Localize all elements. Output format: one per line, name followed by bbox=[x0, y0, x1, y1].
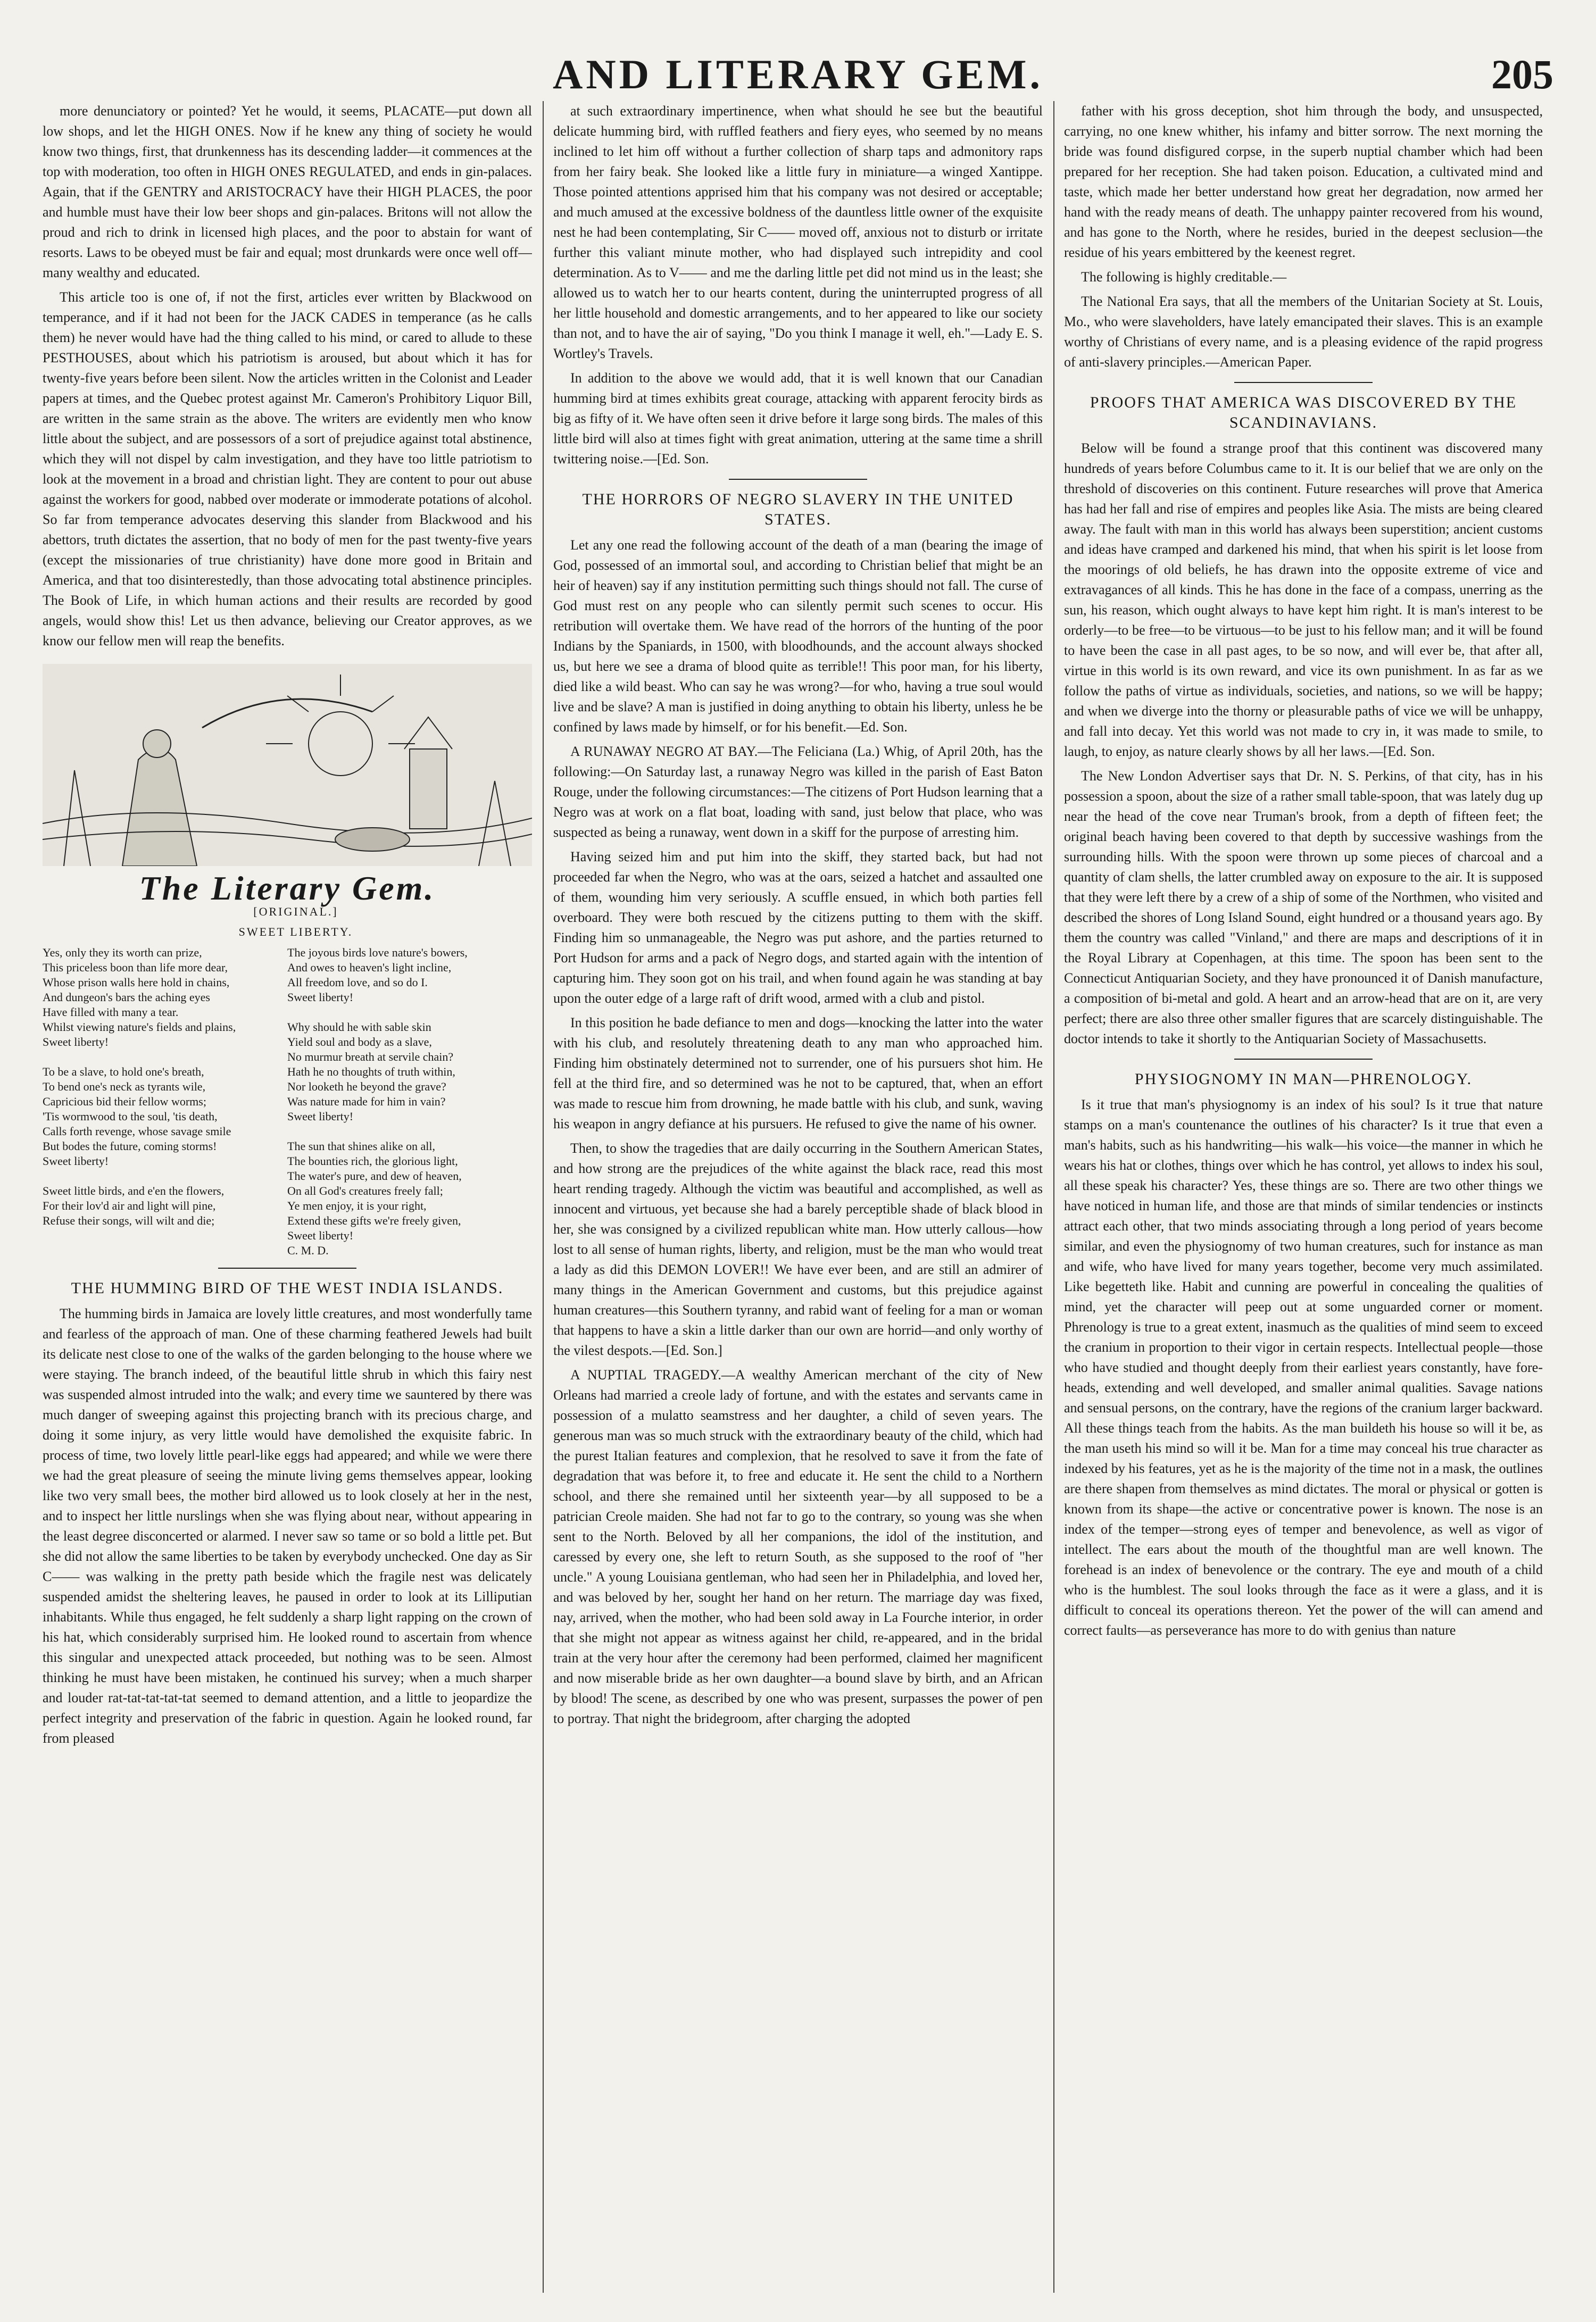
section-divider bbox=[1234, 382, 1373, 383]
section-divider bbox=[1234, 1059, 1373, 1060]
poem bbox=[43, 945, 532, 1258]
paragraph: father with his gross deception, shot him through the body, and unsuspected, carrying, no one knew whither, his infamy and bitter sorrow. The next morning the bride was found disfigured corpse, in the superb nuptial chamber which had been prepared for her reception. She had taken poison. Education, a cultivated mind and taste, which made her better understand how great her degradation, now armed her hand with the ready means of death. The unhappy painter recovered from his wound, and has gone to the North, where he resides, buried in the deepest seclusion—the residue of his years embittered by the keenest regret. bbox=[1064, 103, 1543, 260]
column-2 bbox=[553, 101, 1043, 1733]
paragraph: Is it true that man's physiognomy is an index of his soul? Is it true that nature stamps on a man's countenance the outlines of his character? Is it true that even a man's habits, such as his handwriting—his walk—his voice—the manner in which he wears his hat or clothes, things over which he has control, yet allows to index his soul, all these speak his character? Yes, these things are so. There are two other things we have noticed in human life, and those are that minds of similar tendencies or instincts attract each other, that two minds associating through a long period of years become similar, and even the physiognomy of two human creatures, such for instance as man and wife, who have lived for many years together, become very much assimilated. Like begetteth like. Habit and cunning are powerful in concealing the qualities of mind, yet the character will peep out at some unguarded corner or moment. Phrenology is true to a great extent, inasmuch as the qualities of mind seem to exceed the cranium in proportion to their vigor in certain respects. Intellectual people—those who have studied and thought deeply from their earliest years constantly, have fore-heads, extending and well developed, and smaller animal qualities. Savage nations and sensual persons, on the contrary, have the regions of the cranium larger backward. All these things teach from the habits. As the man buildeth his house so will it be, as the man useth his mind so will it be. Man for a time may conceal his true character as indexed by his features, yet as he is the majority of the time not in a mask, the outlines are there shapen from themselves as mind dictates. The moral or physical or gotten is known from its shape—the active or concentrative power is known. The nose is an index of the temper—strong eyes of temper and benevolence, as well as vigor of intellect. The ears about the mouth of the thoughtful man are well known. The forehead is an index of benevolence or the contrary. The eye and mouth of a child who is the humblest. The soul looks through the face as it were a glass, and it is difficult to conceal its operations thereon. Yet the power of the will can amend and correct faults—as perseverance has more to do with genius than nature bbox=[1064, 1097, 1543, 1638]
paragraph: Having seized him and put him into the skiff, they started back, but had not proceeded far when the Negro, who was at the oars, seized a hatchet and assaulted one of them, wounding him very seriously. A scuffle ensued, in which both parties fell overboard. They were both rescued by the citizens putting to them with the skiff. Finding him so unmanageable, the Negro was put ashore, and the parties returned to Port Hudson for arms and a pack of Negro dogs, and started again with the intention of capturing him. They soon got on his trail, and when found again he was standing at bay upon the outer edge of a large raft of drift wood, armed with a club and pistol. bbox=[553, 849, 1043, 1006]
paragraph: The following is highly creditable.— bbox=[1081, 269, 1287, 285]
paragraph: A RUNAWAY NEGRO AT BAY.—The Feliciana (La.) Whig, of April 20th, has the following:—On Saturday last, a runaway Negro was killed in the parish of East Baton Rouge, under the following circumstances:—The citizens of Port Hudson learning that a Negro was at work on a flat boat, loading with sand, just below that place, who was suspected as being a runaway, went down in a skiff for the purpose of arresting him. bbox=[553, 744, 1043, 840]
poem-column-right: The joyous birds love nature's bowers, And owes to heaven's light incline, All freedom love, and so do I. Sweet liberty! Why should he with sable skin Yield soul and body as a slave, No murmur breath at servile chain? Hath he no thoughts of truth within, Nor looketh he beyond the grave? Was nature made for him in vain? Sweet liberty! The sun that shines alike on all, The bounties rich, the glorious light, The water's pure, and dew of heaven, On all God's creatures freely fall; Ye men enjoy, it is your right, Extend these gifts we're freely given, Sweet liberty! C. M. D. bbox=[287, 946, 468, 1257]
paragraph: Then, to show the tragedies that are daily occurring in the Southern American States, and how strong are the prejudices of the white against the black race, read this most heart rending tragedy. Although the victim was beautiful and accomplished, as well as innocent and virtuous, yet because she had a barely perceptible shade of black blood in her, she was consigned by a civilized republican white man. How utterly callous—how lost to all sense of human rights, liberty, and religion, must be the man who would treat a lady as did this DEMON LOVER!! We have ever been, and are still an admirer of many things in the American Government and customs, but this prejudice against human creatures—this Southern tyranny, and rabid want of feeling for a man or woman that happens to have a skin a little darker than our own are horrid—and only worthy of the vilest despots.—[Ed. Son.] bbox=[553, 1141, 1043, 1358]
section-divider bbox=[729, 479, 867, 480]
article-heading: PROOFS THAT AMERICA WAS DISCOVERED BY THE SCANDINAVIANS. bbox=[1090, 394, 1517, 431]
paragraph: The National Era says, that all the members of the Unitarian Society at St. Louis, Mo., who were slaveholders, have lately emancipated their slaves. This is an example worthy of Christians of every name, and is a pleasing evidence of the rapid progress of anti-slavery principles.—American Paper. bbox=[1064, 294, 1543, 370]
paragraph: A NUPTIAL TRAGEDY.—A wealthy American merchant of the city of New Orleans had married a creole lady of fortune, and with the estates and servants came in possession of a mulatto seamstress and her daughter, a child of seven years. The generous man was so much struck with the extraordinary beauty of the child, which had the purest Italian features and complexion, that he resolved to save it from the fate of degradation that was before it, to free and educate it. He sent the child to a Northern school, and there she remained until her sixteenth year—by all supposed to be a patrician Creole maiden. She had not far to go to the contrary, so young was she when sent to the North. Beloved by all her companions, the idol of the institution, and caressed by every one, she left to return South, as she supposed to the roof of "her uncle." A young Louisiana gentleman, who had seen her in Philadelphia, and loved her, and was beloved by her, sought her hand on her return. The marriage day was fixed, nay, arrived, when the mother, who had been sold away in La Fourche interior, in order that she might not appear as witness against her child, re-appeared, and in the bridal train at the very hour after the ceremony had been performed, claimed her magnificent and now miserable bride as her own daughter—a bound slave by birth, and an African by blood! The scene, as described by one who was present, surpasses the power of pen to portray. That night the bridegroom, after charging the adopted bbox=[553, 1367, 1043, 1726]
paragraph: more denunciatory or pointed? Yet he would, it seems, PLACATE—put down all low shops, and let the HIGH ONES. Now if he knew any thing of society he would know two things, first, that drunkenness has its descending ladder—it commences at the top with moderation, too often in HIGH ONES REGULATED, and ends in gin-palaces. Again, that if the GENTRY and ARISTOCRACY have their HIGH PLACES, the poor and humble must have their low beer shops and gin-palaces. Britons will not allow the proud and rich to drink in licensed high places, and the poor to abstain for want of resorts. Laws to be obeyed must be fair and equal; most drunkards were once well off—many wealthy and educated. bbox=[43, 103, 532, 280]
page-number: 205 bbox=[1491, 51, 1553, 97]
column-rule bbox=[1053, 101, 1054, 2293]
paragraph: The New London Advertiser says that Dr. N. S. Perkins, of that city, has in his possession a spoon, about the size of a rather small table-spoon, that was lately dug up near the head of the cove near Truman's brook, from a depth of fifteen feet; the original beach having been covered to that depth by successive washings from the surrounding hills. With the spoon were thrown up some pieces of charcoal and a quantity of clam shells, the latter crumbled away on exposure to the air. It is supposed that they were left there by a crew of a ship of some of the Northmen, who visited and described the shores of Long Island Sound, eight hundred or a thousand years ago. By them the country was called "Vinland," and there are maps and descriptions of it in the Royal Library at Copenhagen, at this time. The spoon has been sent to the Connecticut Antiquarian Society, and they have pronounced it of Danish manufacture, a composition of bi-metal and gold. A heart and an arrow-head that are on it, are very perfect; there are also three other smaller figures that are scarcely distinguishable. The doctor intends to take it shortly to the Antiquarian Society of Massachusetts. bbox=[1064, 768, 1543, 1046]
literary-gem-masthead: The Literary Gem. bbox=[139, 869, 436, 907]
paragraph: In this position he bade defiance to men and dogs—knocking the latter into the water with his club, and resolutely threatening death to any man who approached him. Finding him obstinately determined not to surrender, one of his pursuers shot him. He fell at the third fire, and so determined was he not to be captured, that, when an effort was made to rescue him from drowning, he made battle with his club, and sunk, waving his weapon in angry defiance at his pursuers. He refused to give the name of his owner. bbox=[553, 1015, 1043, 1131]
article-heading: THE HORRORS OF NEGRO SLAVERY IN THE UNITED STATES. bbox=[582, 490, 1014, 528]
paragraph: This article too is one of, if not the first, articles ever written by Blackwood on temperance, and if it had not been for the JACK CADES in temperance (as he calls them) he never would have had the thing called to his mind, or cared to allude to these PESTHOUSES, about which his patriotism is aroused, but about which it has for twenty-five years before been silent. Now the articles written in the Colonist and Leader papers at times, and the Quebec protest against Mr. Cameron's Prohibitory Liquor Bill, are written in the same strain as the above. The writers are evidently men who know little about the subject, and are possessors of a sort of prejudice against total abstinence, which they will not dispel by calm investigation, and they have too little patriotism to look at the movement in a broad and christian light. They are content to pour out abuse against the workers for good, nabbed over moderate or immoderate potations of alcohol. So far from temperance advocates deserving this slander from Blackwood and his abettors, truth dictates the assertion, that no body of men for the past twenty-five years (except the missionaries of true christianity) have done more good in Britain and America, and that too disinterestedly, than those advocating total abstinence principles. The Book of Life, in which human actions and their results are recorded by good angels, would show this! Let us then advance, believing our Creator approves, as we know our fellow men will reap the benefits. bbox=[43, 289, 532, 648]
column-3 bbox=[1064, 101, 1543, 1645]
page-header bbox=[43, 51, 1553, 98]
engraving-illustration bbox=[43, 664, 532, 866]
section-divider bbox=[218, 1268, 356, 1269]
paragraph: Below will be found a strange proof that this continent was discovered many hundreds of years before Columbus came to it. It is our belief that we are only on the threshold of discoveries on this continent. Future researches will prove that America has had her fall and rise of empires and peoples like Asia. The mists are being cleared away. The fault with man in this world has always been superstition; ancient customs and ideas have cramped and darkened his mind, that when his spirit is let loose from the moorings of old beliefs, he has drawn into the opposite extreme of vice and extravagances of all kinds. This he has done in the face of a compass, unerring as the sun, his reason, which ought always to have kept him right. It is man's interest to be orderly—to be free—to be virtuous—to be just to his fellow man; and it will be found to have been the case in all past ages, to be so now, and will ever be, that after all, virtue in this world is its own reward, and vice its own punishment. In as far as we follow the paths of virtue as individuals, societies, and nations, so we will be happy; and when we diverge into the thorny or pleasurable paths of vice we will be unhappy, and fall into decay. Yet this world was not made to cry in, it was made to smile, to laugh, to enjoy, as nature clearly shows by all her laws.—[Ed. Son. bbox=[1064, 440, 1543, 759]
column-1 bbox=[43, 101, 532, 1753]
paragraph: In addition to the above we would add, that it is well known that our Canadian humming bird at times exhibits great courage, attacking with apparent ferocity birds as big as fifty of it. We have often seen it drive before it large song birds. The males of this little bird will also at times fight with great animation, uttering at the same time a shrill twittering noise.—[Ed. Son. bbox=[553, 370, 1043, 467]
column-rule bbox=[543, 101, 544, 2293]
article-heading: THE HUMMING BIRD OF THE WEST INDIA ISLANDS. bbox=[71, 1279, 504, 1297]
poem-title: SWEET LIBERTY. bbox=[238, 925, 353, 938]
original-label: [ORIGINAL.] bbox=[253, 905, 338, 918]
poem-column-left: Yes, only they its worth can prize, This priceless boon than life more dear, Whose prison walls here hold in chains, And dungeon's bars the aching eyes Have filled with many a tear. Whilst viewing nature's fields and plains, Sweet liberty! To be a slave, to hold one's breath, To bend one's neck as tyrants wile, Capricious bid their fellow worms; 'Tis wormwood to the soul, 'tis death, Calls forth revenge, whose savage smile But bodes the future, coming storms! Sweet liberty! Sweet little birds, and e'en the flowers, For their lov'd air and light will pine, Refuse their songs, will wilt and die; bbox=[43, 946, 236, 1227]
paragraph: The humming birds in Jamaica are lovely little creatures, and most wonderfully tame and fearless of the approach of man. One of these charming feathered Jewels had built its delicate nest close to one of the walks of the garden belonging to the house where we were staying. The branch indeed, of the beautiful little shrub in which this fairy nest was suspended almost intruded into the walk; and every time we sauntered by there was much danger of sweeping against this projecting branch with its precious charge, and doing it some injury, as very little would have demolished the exquisite fabric. In process of time, two lovely little pearl-like eggs had appeared; and while we were there we had the great pleasure of seeing the minute living gems themselves appear, looking like two very small bees, the mother bird allowed us to look closely at her in the nest, and to inspect her little nurslings when she was flying about near, without appearing in the least degree disconcerted or alarmed. I never saw so tame or so bold a little pet. But she did not allow the same liberties to be taken by everybody unchecked. One day as Sir C—— was walking in the pretty path beside which the fragile nest was delicately suspended amidst the sheltering leaves, he paused in order to look at its Lilliputian inhabitants. While thus engaged, he felt suddenly a sharp light rapping on the crown of his hat, which considerably surprised him. He looked round to ascertain from whence this singular and unexpected attack proceeded, but nothing was to be seen. Almost thinking he must have been mistaken, he continued his survey; when a much sharper and louder rat-tat-tat-tat-tat seemed to demand attention, and a little to jeopardize the perfect integrity and preservation of the fabric in question. Again he looked round, far from pleased bbox=[43, 1306, 532, 1746]
running-title: AND LITERARY GEM. bbox=[553, 51, 1043, 97]
paragraph: Let any one read the following account of the death of a man (bearing the image of God, possessed of an immortal soul, and according to Christian belief that might be an heir of heaven) say if any institution permitting such things should not fall. The curse of God must rest on any people who can silently permit such scenes to occur. His retribution will overtake them. We have read of the horrors of the hunting of the poor Indians by the Spaniards, in 1500, with bloodhounds, and the account always shocked us, but here we see a drama of blood quite as terrible!! This poor man, for his liberty, died like a wild beast. Who can say he was wrong?—for who, having a true soul would live and be slave? A man is justified in doing anything to obtain his liberty, unless he be confined by laws made by himself, or for his benefit.—Ed. Son. bbox=[553, 537, 1043, 735]
article-heading: PHYSIOGNOMY IN MAN—PHRENOLOGY. bbox=[1134, 1070, 1473, 1088]
paragraph: at such extraordinary impertinence, when what should he see but the beautiful delicate humming bird, with ruffled feathers and fiery eyes, who seemed by no means inclined to let him off without a further collection of sharp taps and admonitory raps from her fairy beak. She looked like a little fury in miniature—a winged Xantippe. Those pointed attentions apprised him that his company was not desired or acceptable; and much amused at the excessive boldness of the dauntless little owner of the exquisite nest he had been contemplating, Sir C—— moved off, anxious not to disturb or irritate further this valiant minute mother, who had displayed such intrepidity and cool determination. As to V—— and me the darling little pet did not mind us in the least; she allowed us to watch her to our hearts content, during the uninterrupted progress of all her little household and domestic arrangements, and to her appeared to like our society than not, and to have the air of saying, "Do you think I manage it well, eh."—Lady E. S. Wortley's Travels. bbox=[553, 103, 1043, 361]
